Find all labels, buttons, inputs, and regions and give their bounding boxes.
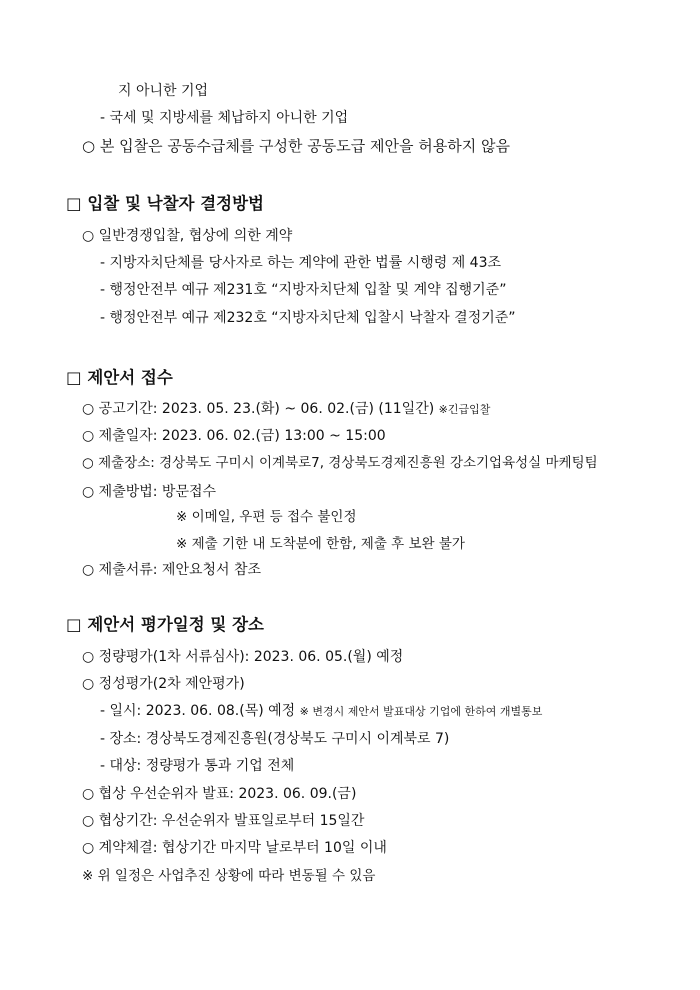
note-text: ※ 위 일정은 사업추진 상황에 따라 변동될 수 있음 bbox=[82, 868, 376, 884]
list-item-text: ○ 공고기간: 2023. 05. 23.(화) ~ 06. 02.(금) (11일간) bbox=[82, 401, 435, 417]
list-item: ○ 본 입찰은 공동수급체를 구성한 공동도급 제안을 허용하지 않음 bbox=[82, 137, 510, 155]
list-item: ○ 제출장소: 경상북도 구미시 이계북로7, 경상북도경제진흥원 강소기업육성실 마케팅팀 bbox=[82, 455, 598, 471]
list-item bbox=[100, 704, 542, 718]
list-item: ○ 협상기간: 우선순위자 발표일로부터 15일간 bbox=[82, 813, 365, 829]
list-item: - 지방자치단체를 당사자로 하는 계약에 관한 법률 시행령 제 43조 bbox=[100, 255, 502, 271]
list-item-text: - 일시: 2023. 06. 08.(목) 예정 bbox=[100, 703, 296, 719]
list-item: - 행정안전부 예규 제232호 “지방자치단체 입찰시 낙찰자 결정기준” bbox=[100, 310, 516, 326]
list-item: ○ 계약체결: 협상기간 마지막 날로부터 10일 이내 bbox=[82, 840, 387, 856]
list-item: ○ 제출일자: 2023. 06. 02.(금) 13:00 ~ 15:00 bbox=[82, 428, 386, 444]
section-heading: □ 제안서 접수 bbox=[66, 368, 173, 387]
note-text: ※긴급입찰 bbox=[438, 403, 491, 416]
list-item: ○ 정량평가(1차 서류심사): 2023. 06. 05.(월) 예정 bbox=[82, 649, 404, 665]
section-heading: □ 입찰 및 낙찰자 결정방법 bbox=[66, 194, 264, 213]
list-item: - 장소: 경상북도경제진흥원(경상북도 구미시 이계북로 7) bbox=[100, 731, 450, 747]
list-item: ○ 제출방법: 방문접수 bbox=[82, 484, 217, 500]
note-text: ※ 이메일, 우편 등 접수 불인정 bbox=[176, 509, 357, 525]
list-item: ○ 정성평가(2차 제안평가) bbox=[82, 676, 245, 692]
list-item: ○ 일반경쟁입찰, 협상에 의한 계약 bbox=[82, 228, 293, 244]
note-text: ※ 제출 기한 내 도착분에 한함, 제출 후 보완 불가 bbox=[176, 536, 465, 552]
note-text: ※ 변경시 제안서 발표대상 기업에 한하여 개별통보 bbox=[299, 705, 543, 718]
section-heading: □ 제안서 평가일정 및 장소 bbox=[66, 615, 264, 634]
list-item: ○ 협상 우선순위자 발표: 2023. 06. 09.(금) bbox=[82, 786, 357, 802]
list-item: - 행정안전부 예규 제231호 “지방자치단체 입찰 및 계약 집행기준” bbox=[100, 282, 507, 298]
list-item: ○ 제출서류: 제안요청서 참조 bbox=[82, 562, 262, 578]
list-item bbox=[82, 402, 490, 416]
list-item: - 국세 및 지방세를 체납하지 아니한 기업 bbox=[100, 110, 349, 126]
text-line: 지 아니한 기업 bbox=[118, 83, 209, 99]
list-item: - 대상: 정량평가 통과 기업 전체 bbox=[100, 758, 295, 774]
